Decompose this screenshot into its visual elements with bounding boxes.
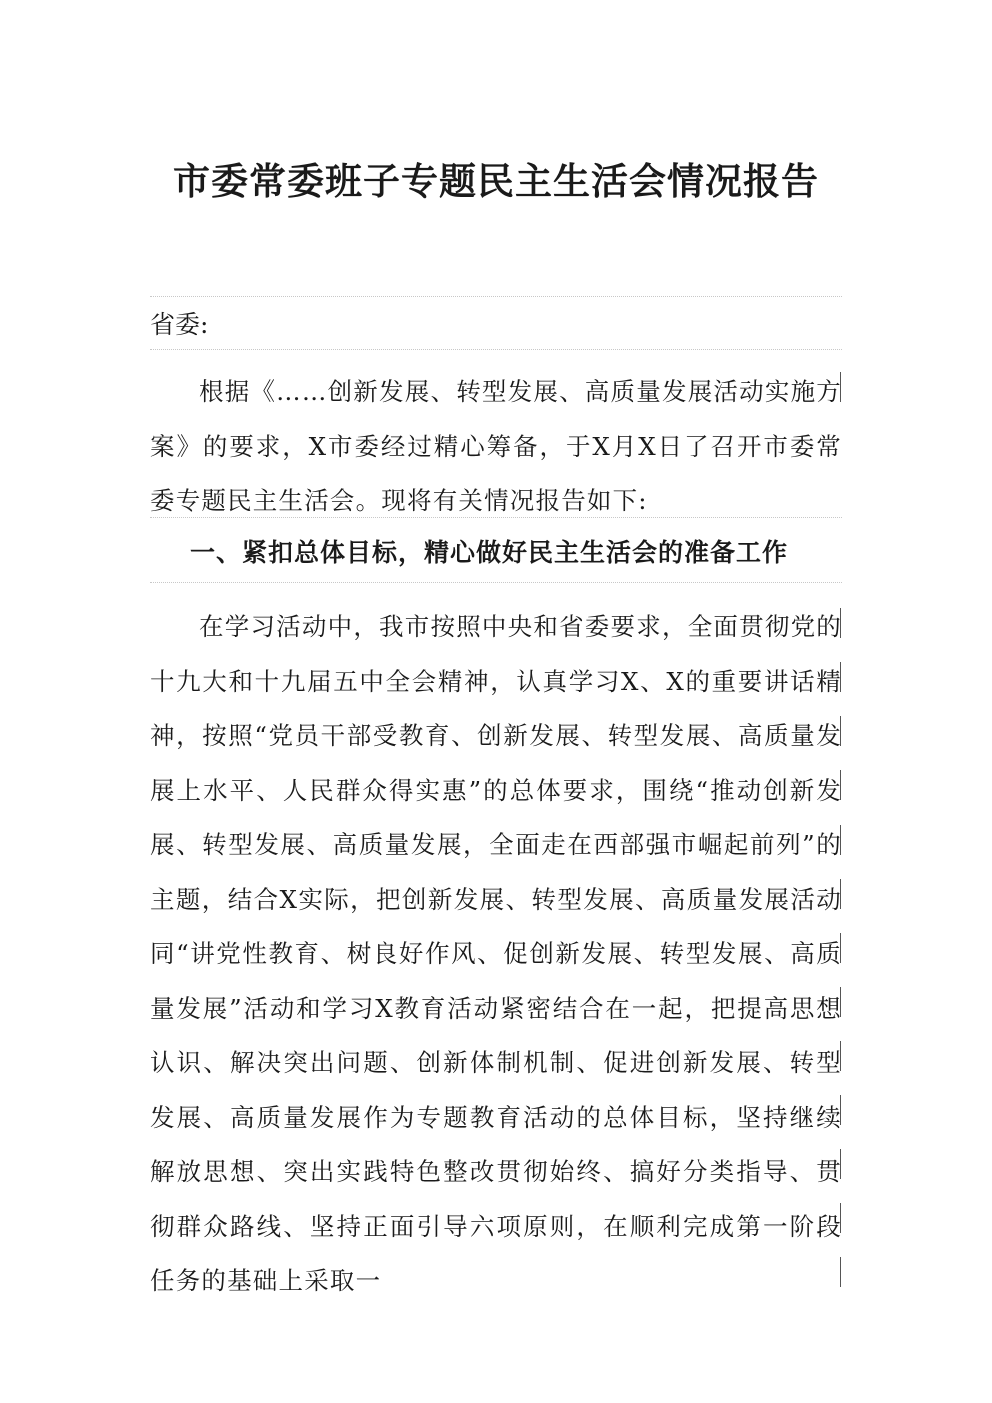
- margin-marker: [840, 1203, 841, 1233]
- margin-marker: [840, 1257, 841, 1287]
- divider: [150, 517, 842, 518]
- paragraph-intro: 根据《……创新发展、转型发展、高质量发展活动实施方案》的要求，X市委经过精心筹备，于X月X日了召开市委常委专题民主生活会。现将有关情况报告如下:: [150, 377, 842, 515]
- divider: [150, 296, 842, 297]
- salutation: 省委:: [150, 310, 209, 339]
- divider: [150, 349, 842, 350]
- margin-marker: [840, 933, 841, 963]
- margin-marker: [840, 608, 841, 638]
- margin-marker: [840, 1095, 841, 1125]
- margin-marker: [840, 879, 841, 909]
- document-title: 市委常委班子专题民主生活会情况报告: [173, 159, 819, 203]
- margin-marker: [840, 987, 841, 1017]
- margin-marker: [840, 1041, 841, 1071]
- paragraph-body: 在学习活动中，我市按照中央和省委要求，全面贯彻党的十九大和十九届五中全会精神，认真学习X、X的重要讲话精神，按照“党员干部受教育、创新发展、转型发展、高质量发展上水平、人民群众得实惠”的总体要求，围绕“推动创新发展、转型发展、高质量发展，全面走在西部强市崛起前列”的主题，结合X实际，把创新发展、转型发展、高质量发展活动同“讲党性教育、树良好作风、促创新发展、转型发展、高质量发展”活动和学习X教育活动紧密结合在一起，把提高思想认识、解决突出问题、创新体制机制、促进创新发展、转型发展、高质量发展作为专题教育活动的总体目标，坚持继续解放思想、突出实践特色整改贯彻始终、搞好分类指导、贯彻群众路线、坚持正面引导六项原则，在顺利完成第一阶段任务的基础上采取一: [150, 612, 842, 1295]
- margin-marker: [840, 716, 841, 746]
- margin-marker: [840, 825, 841, 855]
- margin-marker: [840, 662, 841, 692]
- margin-marker: [840, 770, 841, 800]
- divider: [150, 582, 842, 583]
- margin-marker: [840, 1149, 841, 1179]
- margin-marker: [840, 372, 841, 402]
- section-heading: 一、紧扣总体目标，精心做好民主生活会的准备工作: [190, 538, 789, 567]
